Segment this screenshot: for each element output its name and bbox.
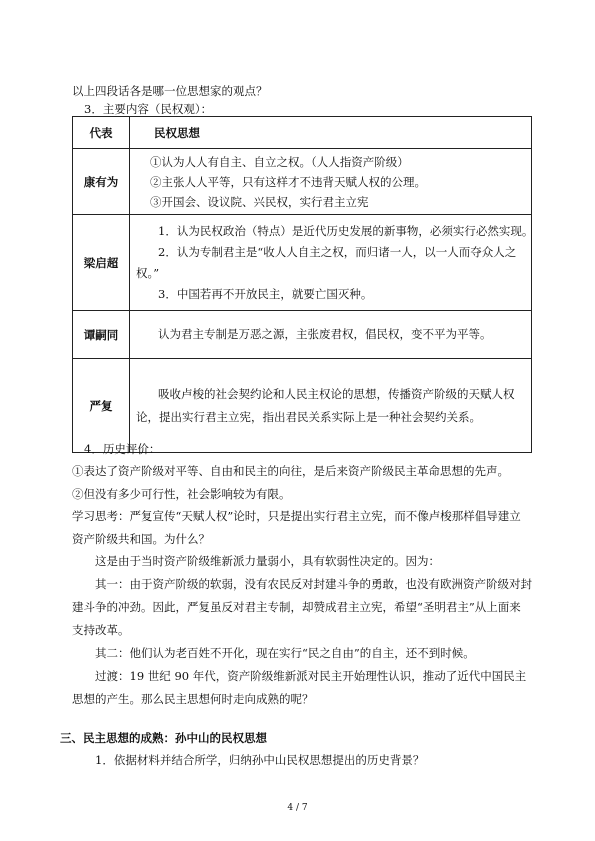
reason-intro: 这是由于当时资产阶级维新派力量弱小，具有软弱性决定的。因为： — [95, 554, 440, 568]
idea-line: 吸收卢梭的社会契约论和人民主权论的思想，传播资产阶级的天赋人权论，提出实行君主立宪，指出君民关系实际上是一种社会契约关系。 — [136, 386, 515, 424]
section3-title: 3．主要内容（民权观）： — [84, 102, 213, 116]
table-row — [73, 215, 532, 311]
question-1: 1．依据材料并结合所学，归纳孙中山民权思想提出的历史背景？ — [95, 753, 425, 767]
header-ideas: 民权思想 — [130, 117, 532, 149]
idea-line: 2．认为专制君主是“收人人自主之权，而归诸一人，以一人而夺众人之权。” — [136, 244, 517, 280]
table-row — [73, 149, 532, 215]
idea-line: ①认为人人有自主、自立之权。（人人指资产阶级） — [150, 154, 409, 169]
section-heading: 三、民主思想的成熟：孙中山的民权思想 — [60, 731, 267, 745]
reason-2-paragraph: 其二：他们认为老百姓不开化，现在实行“民之自由”的自主，还不到时候。 — [95, 646, 475, 660]
section4-title: 4．历史评价： — [84, 442, 161, 456]
rep-name: 谭嗣同 — [73, 311, 130, 359]
idea-line: 1．认为民权政治（特点）是近代历史发展的新事物，必须实行必然实现。 — [158, 223, 534, 238]
study-think-paragraph: 学习思考：严复宣传“天赋人权”论时，只是提出实行君主立宪，而不像卢梭那样倡导建立资产阶级共和国。为什么？ — [72, 509, 521, 546]
rep-name: 康有为 — [73, 149, 130, 215]
idea-line: 3．中国若再不开放民主，就要亡国灭种。 — [158, 286, 373, 301]
idea-line: ②主张人人平等，只有这样才不违背天赋人权的公理。 — [150, 174, 426, 189]
evaluation-2: ②但没有多少可行性，社会影响较为有限。 — [72, 487, 291, 501]
evaluation-1: ①表达了资产阶级对平等、自由和民主的向往，是后来资产阶级民主革命思想的先声。 — [72, 464, 509, 478]
table-header-row — [73, 117, 532, 149]
democracy-views-table — [72, 116, 532, 453]
reason-1-paragraph: 其一：由于资产阶级的软弱，没有农民反对封建斗争的勇敢，也没有欧洲资产阶级对封建斗争的冲劲。因此，严复虽反对君主专制，却赞成君主立宪，希望“圣明君主”从上面来支持改革。 — [72, 577, 532, 637]
intro-question: 以上四段话各是哪一位思想家的观点？ — [72, 84, 268, 98]
rep-name: 梁启超 — [73, 215, 130, 311]
idea-line: 认为君主专制是万恶之源，主张废君权，倡民权，变不平为平等。 — [158, 327, 492, 341]
transition-paragraph: 过渡：19 世纪 90 年代，资产阶级维新派对民主开始理性认识，推动了近代中国民主思想的产生。那么民主思想何时走向成熟的呢？ — [72, 669, 527, 706]
page-number: 4 / 7 — [287, 803, 308, 813]
table-row — [73, 311, 532, 359]
header-representative: 代表 — [73, 117, 130, 149]
idea-line: ③开国会、设议院、兴民权，实行君主立宪 — [150, 194, 369, 209]
rep-name: 严复 — [73, 359, 130, 453]
